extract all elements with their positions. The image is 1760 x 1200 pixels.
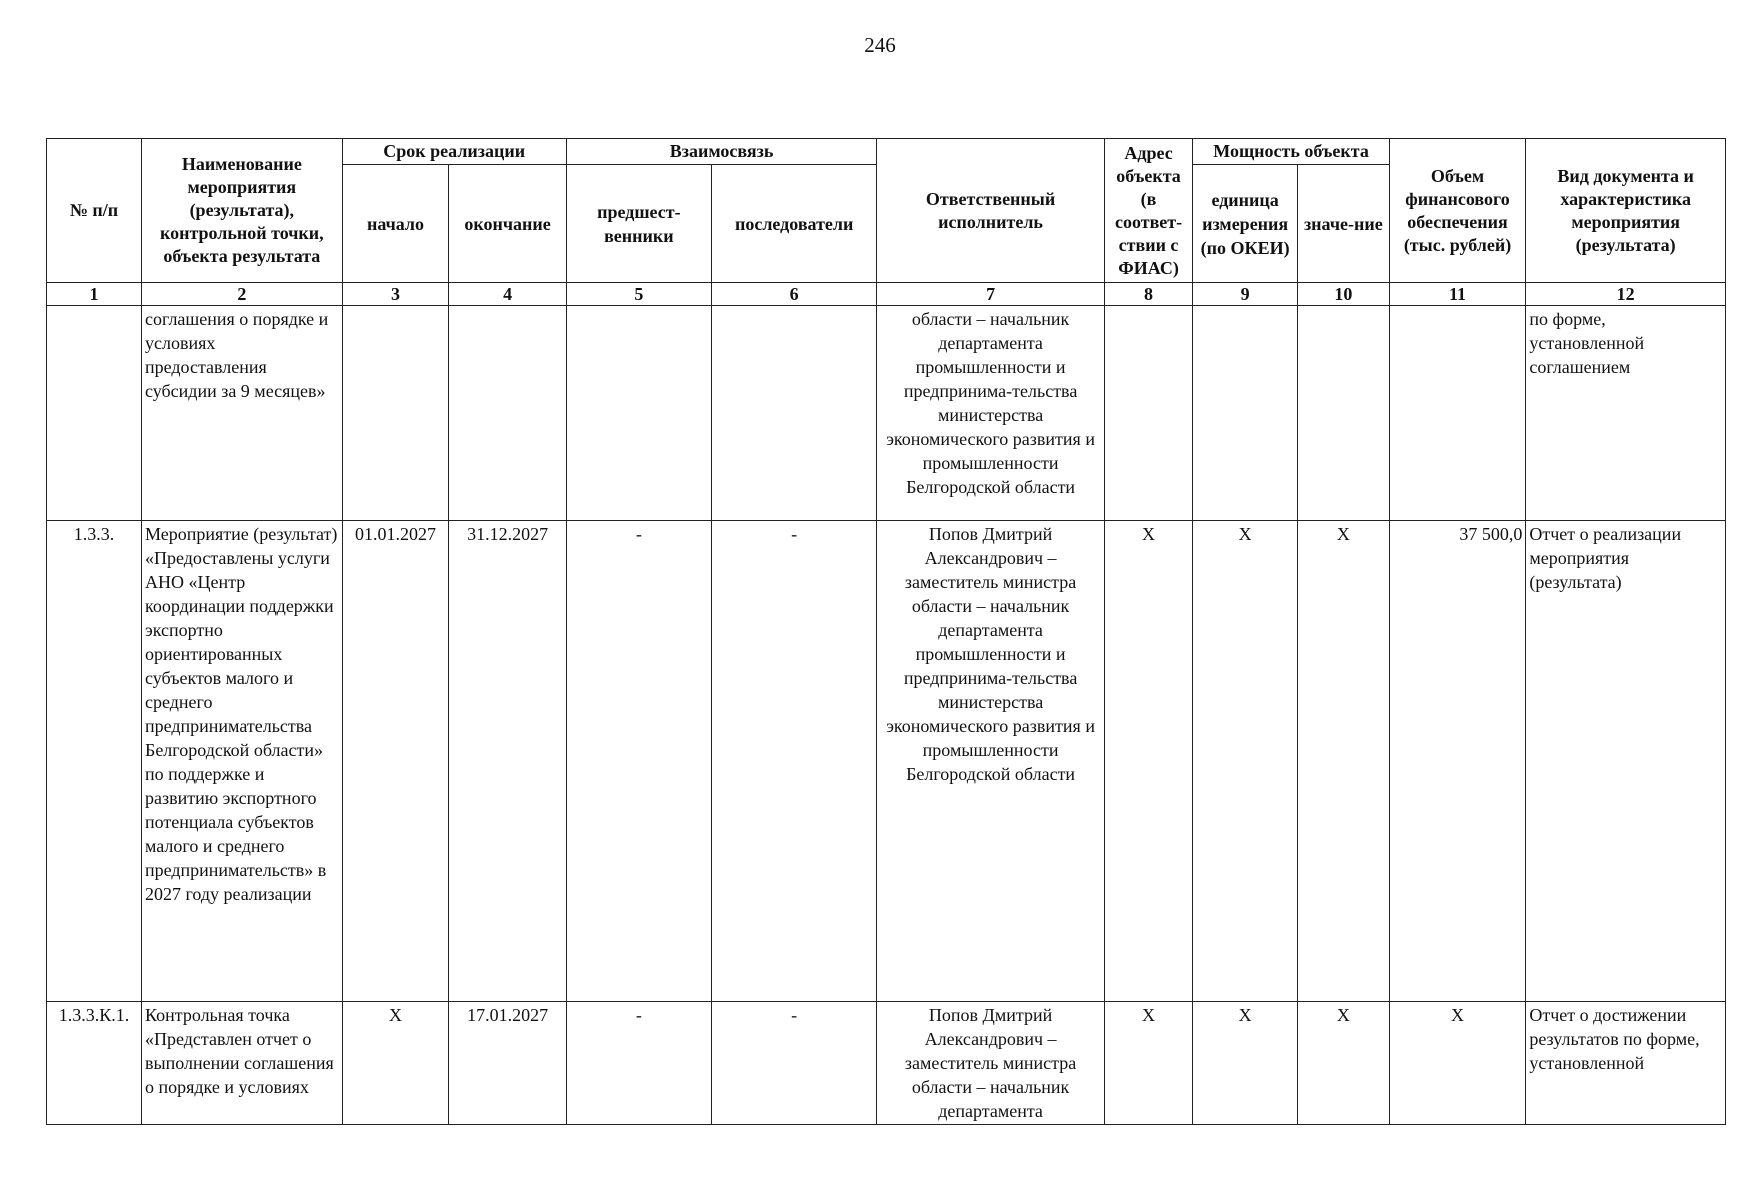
page-number: 246: [864, 33, 896, 57]
cell-num: [47, 306, 142, 521]
column-number: 10: [1297, 283, 1389, 306]
cell-finance: [1389, 306, 1526, 521]
header-capacity-group: Мощность объекта: [1193, 139, 1389, 165]
header-term-start: начало: [342, 165, 449, 283]
cell-value: X: [1297, 1002, 1389, 1125]
header-num: № п/п: [47, 139, 142, 283]
cell-doc: Отчет о достижении результатов по форме, установленной: [1526, 1002, 1726, 1125]
header-name: Наименование мероприятия (результата), контрольной точки, объекта результата: [141, 139, 342, 283]
header-capacity-unit: единица измерения (по ОКЕИ): [1193, 165, 1298, 283]
header-link-group: Взаимосвязь: [566, 139, 877, 165]
cell-succ: -: [711, 1002, 876, 1125]
cell-finance: X: [1389, 1002, 1526, 1125]
cell-responsible: Попов Дмитрий Александрович – заместитель министра области – начальник департамента промышленности и предпринима-тельства министерства экономического развития и промышленности Белгородской области: [877, 521, 1104, 1002]
cell-responsible: области – начальник департамента промышленности и предпринима-тельства министерства экономического развития и промышленности Белгородской области: [877, 306, 1104, 521]
cell-start: X: [342, 1002, 449, 1125]
column-number: 5: [566, 283, 711, 306]
cell-pred: -: [566, 521, 711, 1002]
cell-num: 1.3.3.К.1.: [47, 1002, 142, 1125]
cell-address: X: [1104, 1002, 1193, 1125]
cell-start: [342, 306, 449, 521]
column-number: 6: [711, 283, 876, 306]
cell-name: Контрольная точка «Представлен отчет о выполнении соглашения о порядке и условиях: [141, 1002, 342, 1125]
cell-doc: по форме, установленной соглашением: [1526, 306, 1726, 521]
plan-table: [46, 138, 1726, 1125]
cell-name: Мероприятие (результат) «Предоставлены услуги АНО «Центр координации поддержки экспортно ориентированных субъектов малого и среднего предпринимательства Белгородской области» по поддержке и развитию экспортного потенциала субъектов малого и среднего предпринимательств» в 2027 году реализации: [141, 521, 342, 1002]
column-number: 8: [1104, 283, 1193, 306]
column-number: 1: [47, 283, 142, 306]
cell-finance: 37 500,0: [1389, 521, 1526, 1002]
table-row: [47, 521, 1726, 1002]
cell-start: 01.01.2027: [342, 521, 449, 1002]
header-link-succ: последователи: [711, 165, 876, 283]
cell-end: [449, 306, 566, 521]
column-number: 12: [1526, 283, 1726, 306]
header-capacity-value: значе-ние: [1297, 165, 1389, 283]
cell-num: 1.3.3.: [47, 521, 142, 1002]
column-number: 7: [877, 283, 1104, 306]
column-number: 4: [449, 283, 566, 306]
cell-pred: -: [566, 1002, 711, 1125]
cell-succ: [711, 306, 876, 521]
cell-pred: [566, 306, 711, 521]
cell-end: 31.12.2027: [449, 521, 566, 1002]
cell-name: соглашения о порядке и условиях предоставления субсидии за 9 месяцев»: [141, 306, 342, 521]
header-term-end: окончание: [449, 165, 566, 283]
header-term-group: Срок реализации: [342, 139, 566, 165]
cell-unit: X: [1193, 1002, 1298, 1125]
cell-address: X: [1104, 521, 1193, 1002]
column-number: 11: [1389, 283, 1526, 306]
table-row: [47, 306, 1726, 521]
cell-end: 17.01.2027: [449, 1002, 566, 1125]
header-doc: Вид документа и характеристика мероприятия (результата): [1526, 139, 1726, 283]
column-number: 9: [1193, 283, 1298, 306]
cell-succ: -: [711, 521, 876, 1002]
column-number: 3: [342, 283, 449, 306]
cell-address: [1104, 306, 1193, 521]
cell-value: [1297, 306, 1389, 521]
header-finance: Объем финансового обеспечения (тыс. рублей): [1389, 139, 1526, 283]
cell-unit: [1193, 306, 1298, 521]
header-link-pred: предшест-венники: [566, 165, 711, 283]
table-row: [47, 1002, 1726, 1125]
cell-doc: Отчет о реализации мероприятия (результата): [1526, 521, 1726, 1002]
header-responsible: Ответственный исполнитель: [877, 139, 1104, 283]
cell-value: X: [1297, 521, 1389, 1002]
header-address: Адрес объекта (в соответ-ствии с ФИАС): [1104, 139, 1193, 283]
cell-responsible: Попов Дмитрий Александрович – заместитель министра области – начальник департамента: [877, 1002, 1104, 1125]
cell-unit: X: [1193, 521, 1298, 1002]
column-number: 2: [141, 283, 342, 306]
